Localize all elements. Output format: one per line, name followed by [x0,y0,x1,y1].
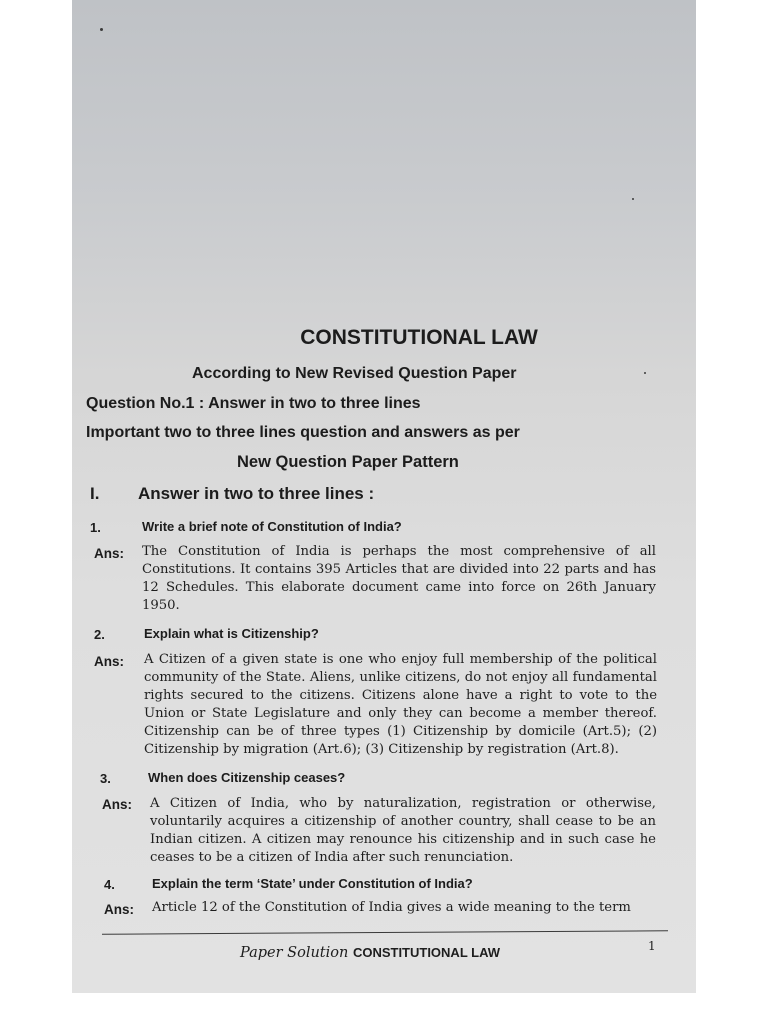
paper-speck [100,28,103,31]
question-text: When does Citizenship ceases? [148,770,346,785]
question-number: 4. [104,877,115,892]
question-header: Question No.1 : Answer in two to three lines [86,395,421,412]
question-number: 1. [90,520,101,535]
document-title: CONSTITUTIONAL LAW [300,326,538,349]
answer-label: Ans: [94,546,124,561]
page-footer [240,945,500,961]
section-heading: Answer in two to three lines : [138,484,375,503]
footer-italic: Paper Solution [240,945,349,961]
footer-bold: CONSTITUTIONAL LAW [352,945,501,960]
section-number: I. [90,484,100,503]
answer-label: Ans: [104,902,134,917]
footer-rule [102,930,668,934]
answer-text: A Citizen of India, who by naturalization, registration or otherwise, voluntarily acquires a citizenship of another country, shall cease to be an Indian citizen. A citizen may renounce his citizenship and in such case he ceases to be a citizen of India after such renunciation. [150,796,656,865]
question-number: 2. [94,627,105,642]
pattern-line: New Question Paper Pattern [237,453,459,471]
answer-text: Article 12 of the Constitution of India gives a wide meaning to the term [152,900,631,915]
answer-text: The Constitution of India is perhaps the most comprehensive of all Constitutions. It contains 395 Articles that are divided into 22 parts and has 12 Schedules. This elaborate document came into force on 26th January 1950. [142,544,656,613]
document-page [72,0,696,993]
question-text: Explain the term ‘State’ under Constitution of India? [152,876,473,891]
question-text: Explain what is Citizenship? [144,626,319,641]
question-number: 3. [100,771,111,786]
paper-speck [644,372,646,374]
document-subtitle: According to New Revised Question Paper [192,365,517,382]
page-number: 1 [648,939,656,953]
question-text: Write a brief note of Constitution of India? [142,519,402,534]
answer-label: Ans: [94,654,124,669]
answer-text: A Citizen of a given state is one who enjoy full membership of the political community of the State. Aliens, unlike citizens, do not enjoy all fundamental rights secured to the citizens. Citizens alone have a right to vote to the Union or State Legislature and only they can become a member thereof. Citizenship can be of three types (1) Citizenship by domicile (Art.5); (2) Citizenship by migration (Art.6); (3) Citizenship by registration (Art.8). [144,652,657,757]
paper-speck [632,198,634,200]
answer-label: Ans: [102,797,132,812]
intro-line: Important two to three lines question and answers as per [86,424,520,441]
